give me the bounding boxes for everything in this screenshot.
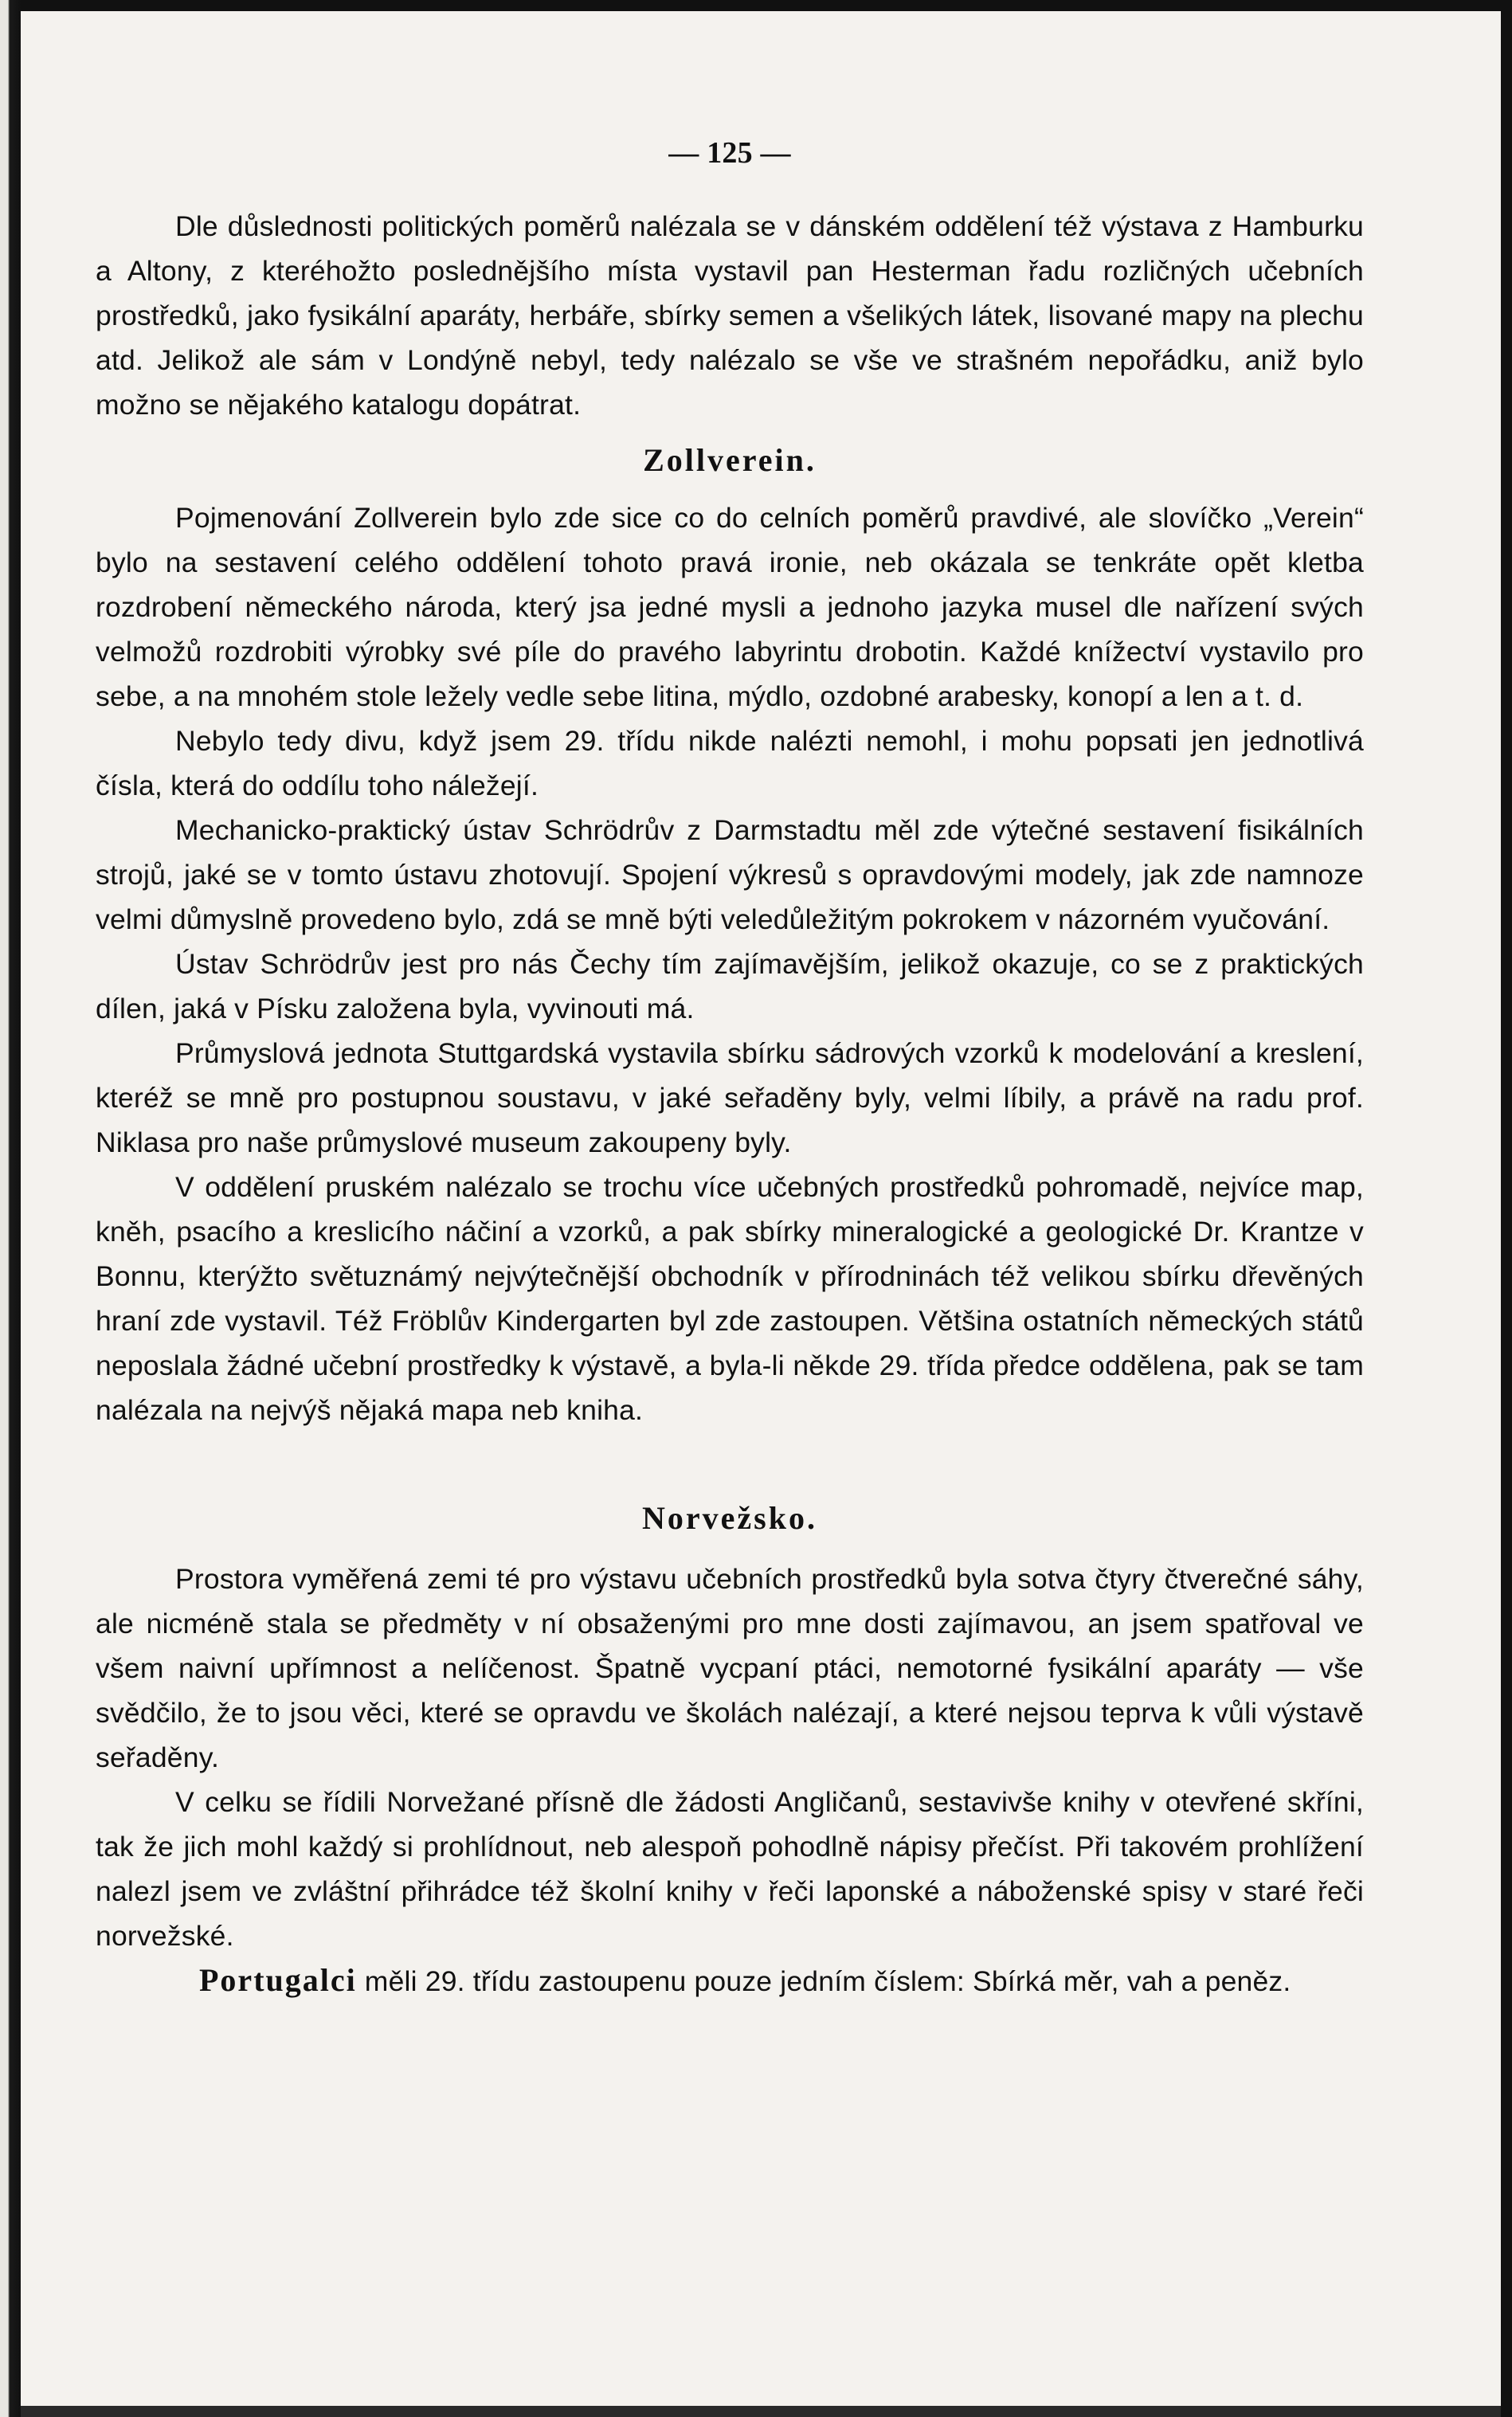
paragraph: Průmyslová jednota Stuttgardská vystavila sbírku sádrových vzorků k modelování a kreslení, kteréž se mně pro postupnou soustavu, v jaké seřaděny byly, velmi líbily, a právě na radu prof. Niklasa pro naše průmyslové museum zakoupeny byly. xyxy=(96,1037,1364,1158)
scan-border-right xyxy=(1501,0,1512,2417)
paragraph: Dle důslednosti politických poměrů nalézala se v dánském oddělení též výstava z Hamburku a Altony, z kteréhožto poslednějšího místa vystavil pan Hesterman řadu rozličných učebních prostředků, jako fysikální aparáty, herbáře, sbírky semen a všelikých látek, lisované mapy na plechu atd. Jelikož ale sám v Londýně nebyl, tedy nalézalo se vše ve strašném nepořádku, aniž bylo možno se nějakého katalogu dopátrat. xyxy=(96,210,1364,421)
paragraph: Ústav Schrödrův jest pro nás Čechy tím zajímavějším, jelikož okazuje, co se z praktických dílen, jaká v Písku založena byla, vyvinouti má. xyxy=(96,948,1364,1024)
paragraph: Nebylo tedy divu, když jsem 29. třídu nikde nalézti nemohl, i mohu popsati jen jednotlivá čísla, která do oddílu toho náležejí. xyxy=(96,725,1364,801)
closing-text: měli 29. třídu zastoupenu pouze jedním číslem: Sbírká měr, vah a peněz. xyxy=(356,1965,1291,1997)
closing-lead-word: Portugalci xyxy=(199,1962,357,1998)
paragraph: Pojmenování Zollverein bylo zde sice co do celních poměrů pravdivé, ale slovíčko „Verein“ bylo na sestavení celého oddělení tohoto pravá ironie, neb okázala se tenkráte opět kletba rozdrobení německého národa, který jsa jedné mysli a jednoho jazyka musel dle nařízení svých velmožů rozdrobiti výrobky své píle do pravého labyrintu drobotin. Každé knížectví vystavilo pro sebe, a na mnohém stole ležely vedle sebe litina, mýdlo, ozdobné arabesky, konopí a len a t. d. xyxy=(96,502,1364,712)
paragraph: V oddělení pruském nalézalo se trochu více učebných prostředků pohromadě, nejvíce map, kněh, psacího a kreslicího náčiní a vzorků, a pak sbírky mineralogické a geologické Dr. Krantze v Bonnu, kterýžto světuznámý nejvýtečnější obchodník v přírodninách též velikou sbírku dřevěných hraní zde vystavil. Též Fröblův Kindergarten byl zde zastoupen. Většina ostatních německých států neposlala žádné učební prostředky k výstavě, a byla-li někde 29. třída předce oddělena, pak se tam nalézala na nejvýš nějaká mapa neb kniha. xyxy=(96,1171,1364,1426)
paragraph: V celku se řídili Norvežané přísně dle žádosti Angličanů, sestavivše knihy v otevřené skříni, tak že jich mohl každý si prohlídnout, neb alespoň pohodlně nápisy přečíst. Při takovém prohlížení nalezl jsem ve zvláštní přihrádce též školní knihy v řeči laponské a náboženské spisy v staré řeči norvežské. xyxy=(96,1786,1364,1952)
page-text xyxy=(96,131,1364,2004)
page-number: — 125 — xyxy=(668,136,791,170)
paragraph: Mechanicko-praktický ústav Schrödrův z Darmstadtu měl zde výtečné sestavení fisikálních strojů, jaké se v tomto ústavu zhotovují. Spojení výkresů s opravdovými modely, jak zde namnoze velmi důmyslně provedeno bylo, zdá se mně býti veledůležitým pokrokem v názorném vyučování. xyxy=(96,814,1364,935)
book-page xyxy=(21,11,1501,2406)
scan-border-top xyxy=(0,0,1512,11)
section-heading-norvezsko: Norvežsko. xyxy=(642,1500,817,1536)
closing-paragraph xyxy=(96,1958,1364,2004)
paragraph: Prostora vyměřená zemi té pro výstavu učebních prostředků byla sotva čtyry čtverečné sáhy, ale nicméně stala se předměty v ní obsaženými pro mne dosti zajímavou, an jsem spatřoval ve všem naivní upřímnost a nelíčenost. Špatně vycpaní ptáci, nemotorné fysikální aparáty — vše svědčilo, že to jsou věci, které se opravdu ve školách nalézají, a které nejsou teprva k vůli výstavě seřaděny. xyxy=(96,1563,1364,1773)
scan-border-left xyxy=(0,0,21,2417)
section-heading-zollverein: Zollverein. xyxy=(643,442,817,478)
